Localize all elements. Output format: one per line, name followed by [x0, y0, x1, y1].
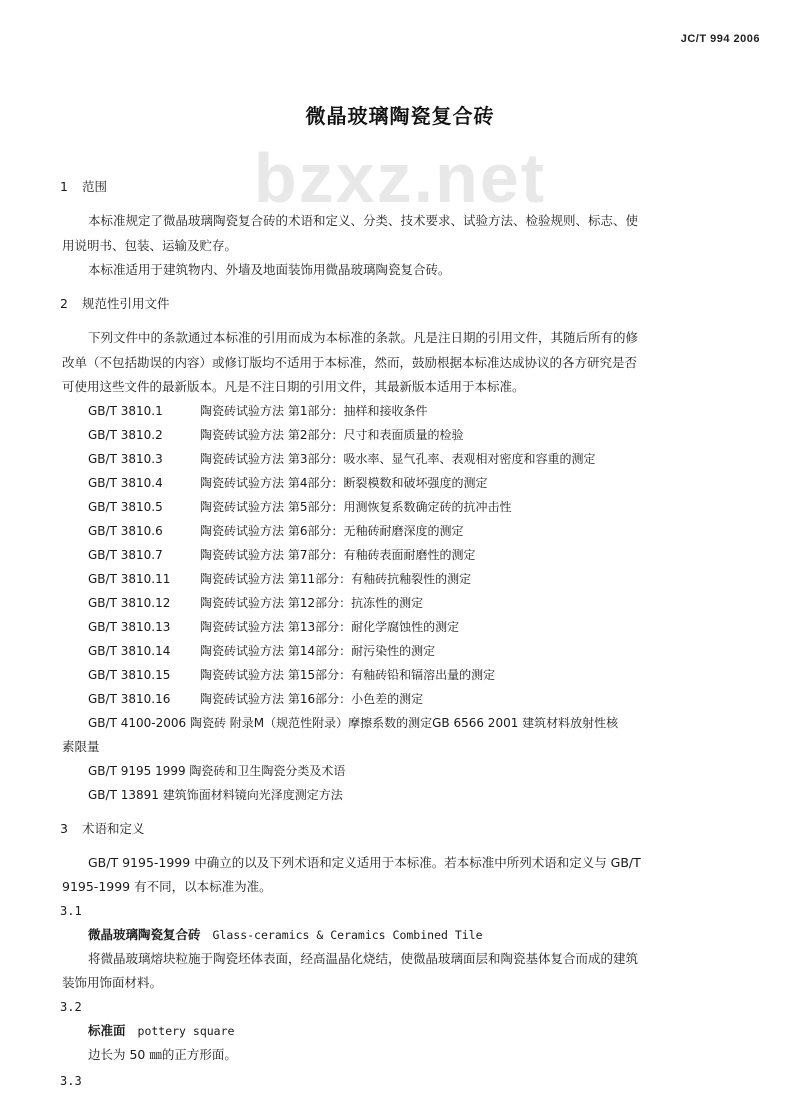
reference-title: 陶瓷砖试验方法 第7部分：有釉砖表面耐磨性的测定 [200, 548, 476, 562]
reference-item [88, 499, 511, 515]
clause-3-3-number: 3.3 [60, 1074, 82, 1088]
reference-title: 陶瓷砖试验方法 第5部分：用测恢复系数确定砖的抗冲击性 [200, 500, 512, 514]
term-3-2-english: pottery square [137, 1024, 235, 1038]
reference-item [88, 595, 423, 611]
reference-item [88, 451, 595, 467]
reference-title: 陶瓷砖试验方法 第11部分：有釉砖抗釉裂性的测定 [200, 572, 472, 586]
section-2-heading [60, 296, 170, 312]
term-3-1-english: Glass-ceramics & Ceramics Combined Tile [212, 928, 483, 942]
reference-title: 陶瓷砖试验方法 第4部分：断裂模数和破坏强度的测定 [200, 476, 488, 490]
section-title: 术语和定义 [82, 821, 145, 836]
section-title: 范围 [82, 179, 108, 194]
reference-code: GB/T 3810.2 [88, 428, 163, 442]
reference-item [88, 619, 459, 635]
definition-3-1-line2: 装饰用饰面材料。 [62, 975, 163, 990]
reference-code: GB/T 3810.3 [88, 452, 163, 466]
section-2-intro-line1: 下列文件中的条款通过本标准的引用而成为本标准的条款。凡是注日期的引用文件，其随后所有的修 [88, 330, 639, 345]
section-3-intro-line1: GB/T 9195-1999 中确立的以及下列术语和定义适用于本标准。若本标准中所列术语和定义与 GB/T [88, 855, 641, 870]
section-1-para1-line2: 用说明书、包装、运输及贮存。 [62, 238, 238, 253]
reference-code: GB/T 3810.15 [88, 668, 171, 682]
reference-title: 陶瓷砖试验方法 第14部分：耐污染性的测定 [200, 644, 436, 658]
reference-item [88, 667, 495, 683]
reference-title: 陶瓷砖试验方法 第13部分：耐化学腐蚀性的测定 [200, 620, 460, 634]
reference-code: GB/T 3810.7 [88, 548, 163, 562]
clause-3-2-number: 3.2 [60, 1000, 82, 1014]
reference-item [88, 571, 471, 587]
standard-number: JC/T 994 2006 [680, 33, 760, 45]
reference-item [88, 475, 487, 491]
section-number: 2 [60, 296, 68, 311]
term-3-1 [88, 927, 483, 943]
reference-item-long-line1: GB/T 4100-2006 陶瓷砖 附录M（规范性附录）摩擦系数的测定GB 6566 2001 建筑材料放射性核 [88, 716, 619, 730]
term-3-2-chinese: 标准面 [88, 1023, 126, 1038]
reference-code: GB/T 3810.12 [88, 596, 171, 610]
watermark: bzxz.net [253, 139, 547, 217]
reference-item: GB/T 13891 建筑饰面材料镜向光泽度测定方法 [88, 788, 343, 802]
document-title: 微晶玻璃陶瓷复合砖 [305, 104, 495, 128]
reference-title: 陶瓷砖试验方法 第12部分：抗冻性的测定 [200, 596, 424, 610]
definition-3-2: 边长为 50 ㎜的正方形面。 [88, 1047, 237, 1062]
section-1-heading [60, 179, 107, 195]
reference-item [88, 523, 463, 539]
section-title: 规范性引用文件 [82, 296, 170, 311]
section-2-intro-line2: 改单（不包括勘误的内容）或修订版均不适用于本标准，然而，鼓励根据本标准达成协议的各方研究是否 [62, 355, 638, 370]
reference-item-long-line2: 素限量 [62, 739, 100, 754]
section-3-heading [60, 821, 145, 837]
reference-title: 陶瓷砖试验方法 第15部分：有釉砖铅和镉溶出量的测定 [200, 668, 496, 682]
reference-code: GB/T 3810.16 [88, 692, 171, 706]
reference-title: 陶瓷砖试验方法 第16部分：小色差的测定 [200, 692, 424, 706]
definition-3-1-line1: 将微晶玻璃熔块粒施于陶瓷坯体表面，经高温晶化烧结，使微晶玻璃面层和陶瓷基体复合而成的建筑 [88, 951, 639, 966]
reference-title: 陶瓷砖试验方法 第1部分：抽样和接收条件 [200, 404, 428, 418]
reference-code: GB/T 3810.11 [88, 572, 171, 586]
reference-code: GB/T 3810.4 [88, 476, 163, 490]
section-2-intro-line3: 可使用这些文件的最新版本。凡是不注日期的引用文件，其最新版本适用于本标准。 [62, 379, 525, 394]
clause-3-1-number: 3.1 [60, 904, 82, 918]
reference-item [88, 691, 423, 707]
term-3-1-chinese: 微晶玻璃陶瓷复合砖 [88, 927, 201, 942]
section-3-intro-line2: 9195-1999 有不同，以本标准为准。 [62, 879, 272, 894]
reference-item [88, 427, 463, 443]
reference-code: GB/T 3810.6 [88, 524, 163, 538]
reference-title: 陶瓷砖试验方法 第6部分：无釉砖耐磨深度的测定 [200, 524, 464, 538]
term-3-2 [88, 1023, 234, 1039]
reference-code: GB/T 3810.14 [88, 644, 171, 658]
reference-code: GB/T 3810.5 [88, 500, 163, 514]
reference-title: 陶瓷砖试验方法 第2部分：尺寸和表面质量的检验 [200, 428, 464, 442]
section-1-para2: 本标准适用于建筑物内、外墙及地面装饰用微晶玻璃陶瓷复合砖。 [88, 262, 451, 277]
section-number: 3 [60, 821, 68, 836]
section-number: 1 [60, 179, 68, 194]
reference-item [88, 403, 427, 419]
reference-title: 陶瓷砖试验方法 第3部分：吸水率、显气孔率、表观相对密度和容重的测定 [200, 452, 596, 466]
reference-item [88, 643, 435, 659]
reference-item: GB/T 9195 1999 陶瓷砖和卫生陶瓷分类及术语 [88, 764, 346, 778]
reference-item [88, 547, 475, 563]
reference-code: GB/T 3810.1 [88, 404, 163, 418]
reference-code: GB/T 3810.13 [88, 620, 171, 634]
section-1-para1-line1: 本标准规定了微晶玻璃陶瓷复合砖的术语和定义、分类、技术要求、试验方法、检验规则、标志、使 [88, 213, 639, 228]
